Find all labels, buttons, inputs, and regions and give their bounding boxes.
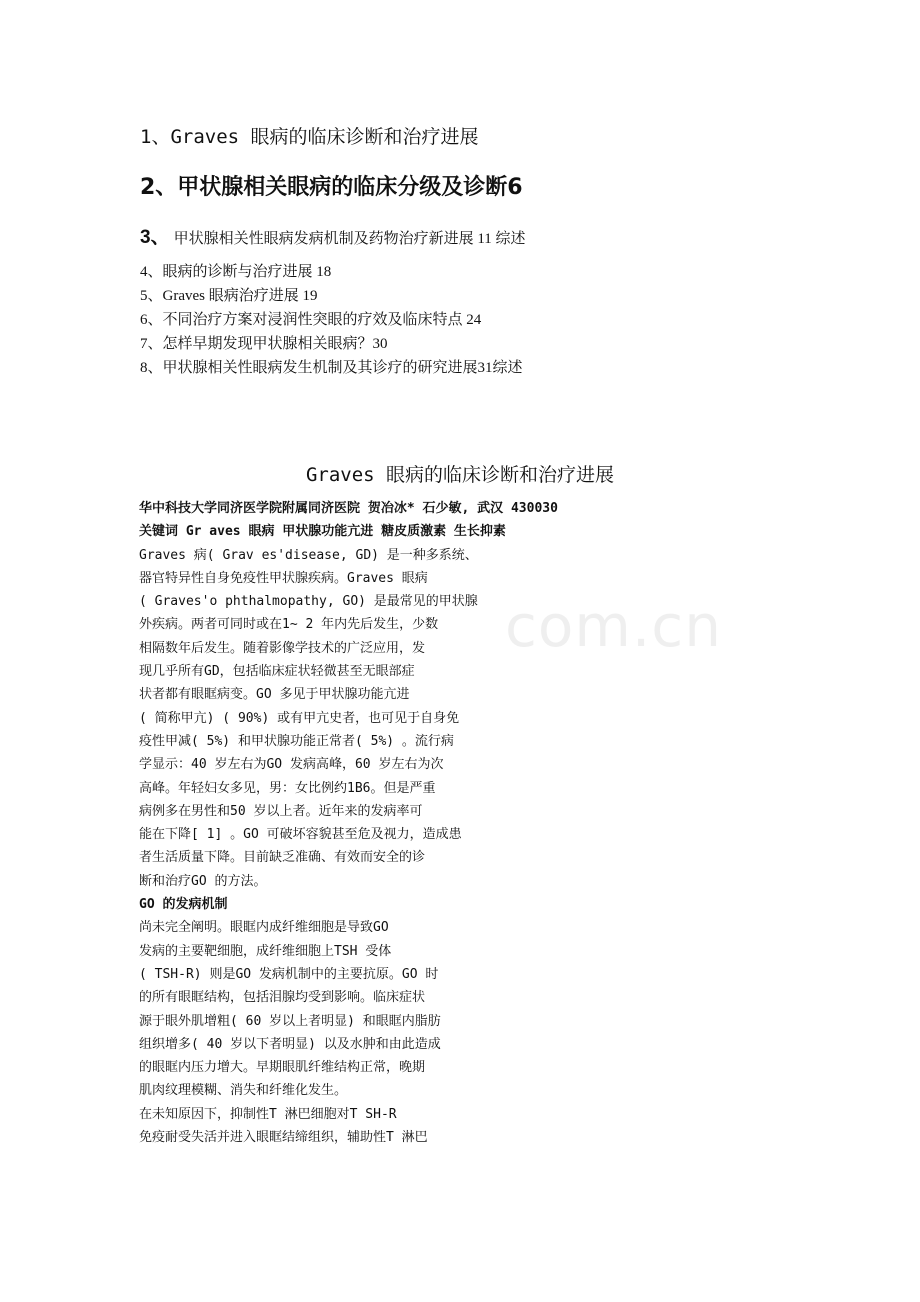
toc-item-5[interactable]: 5、Graves 眼病治疗进展 19 (140, 288, 318, 304)
body-line: 能在下降[ 1] 。GO 可破坏容貌甚至危及视力，造成患 (139, 827, 462, 843)
body-line: 高峰。年轻妇女多见，男：女比例约1B6。但是严重 (139, 780, 436, 796)
toc-item-6[interactable]: 6、不同治疗方案对浸润性突眼的疗效及临床特点 24 (140, 312, 482, 328)
body-line: 现几乎所有GD，包括临床症状轻微甚至无眼部症 (139, 664, 415, 680)
toc-item-1[interactable]: 1、Graves 眼病的临床诊断和治疗进展 (140, 126, 479, 148)
body-line: 免疫耐受失活并进入眼眶结缔组织，辅助性T 淋巴 (139, 1130, 428, 1146)
toc-item-4[interactable]: 4、眼病的诊断与治疗进展 18 (140, 264, 332, 280)
affiliation-line: 华中科技大学同济医学院附属同济医院 贺冶冰* 石少敏, 武汉 430030 (139, 501, 558, 516)
body-line: Graves 病( Grav es'disease, GD) 是一种多系统、 (139, 547, 478, 563)
toc-item-7[interactable]: 7、怎样早期发现甲状腺相关眼病？30 (140, 336, 388, 352)
keywords-line: 关键词 Gr aves 眼病 甲状腺功能亢进 糖皮质激素 生长抑素 (139, 524, 506, 540)
body-line: 状者都有眼眶病变。GO 多见于甲状腺功能亢进 (139, 687, 410, 703)
watermark: com.cn (505, 592, 722, 660)
article-title-row (0, 460, 920, 487)
body-line: 组织增多( 40 岁以下者明显) 以及水肿和由此造成 (139, 1036, 441, 1052)
article-body (139, 497, 679, 1149)
toc-item-3[interactable] (140, 222, 526, 249)
body-line: 的所有眼眶结构，包括泪腺均受到影响。临床症状 (139, 990, 426, 1006)
toc-item-8[interactable]: 8、甲状腺相关性眼病发生机制及其诊疗的研究进展31综述 (140, 360, 523, 376)
body-line: 源于眼外肌增粗( 60 岁以上者明显) 和眼眶内脂肪 (139, 1013, 441, 1029)
body-line: ( TSH-R) 则是GO 发病机制中的主要抗原。GO 时 (139, 966, 439, 982)
body-line: 在未知原因下，抑制性T 淋巴细胞对T SH-R (139, 1106, 397, 1122)
body-line: 的眼眶内压力增大。早期眼肌纤维结构正常，晚期 (139, 1060, 426, 1076)
body-line: 肌肉纹理模糊、消失和纤维化发生。 (139, 1083, 348, 1099)
body-line: 相隔数年后发生。随着影像学技术的广泛应用，发 (139, 640, 426, 656)
body-line: ( 简称甲亢) ( 90%) 或有甲亢史者，也可见于自身免 (139, 710, 460, 726)
body-line: 断和治疗GO 的方法。 (139, 873, 267, 889)
body-line: 器官特异性自身免疫性甲状腺疾病。Graves 眼病 (139, 570, 428, 586)
body-line: 者生活质量下降。目前缺乏准确、有效而安全的诊 (139, 850, 426, 866)
body-line: 外疾病。两者可同时或在1~ 2 年内先后发生，少数 (139, 617, 439, 633)
body-line: ( Graves'o phthalmopathy, GO) 是最常见的甲状腺 (139, 594, 478, 610)
body-line: 病例多在男性和50 岁以上者。近年来的发病率可 (139, 803, 423, 819)
body-line: 疫性甲减( 5%) 和甲状腺功能正常者( 5%) 。流行病 (139, 733, 454, 749)
body-line: 尚未完全阐明。眼眶内成纤维细胞是导致GO (139, 920, 389, 936)
toc-item-3-text: 甲状腺相关性眼病发病机制及药物治疗新进展 11 综述 (173, 231, 526, 247)
body-line: 学显示：40 岁左右为GO 发病高峰，60 岁左右为次 (139, 757, 444, 773)
toc-item-3-number: 3、 (140, 227, 170, 248)
article-title: Graves 眼病的临床诊断和治疗进展 (305, 464, 615, 486)
toc-item-2[interactable]: 2、甲状腺相关眼病的临床分级及诊断6 (140, 175, 523, 200)
body-line: 发病的主要靶细胞，成纤维细胞上TSH 受体 (139, 943, 392, 959)
section-heading: GO 的发病机制 (139, 897, 228, 913)
